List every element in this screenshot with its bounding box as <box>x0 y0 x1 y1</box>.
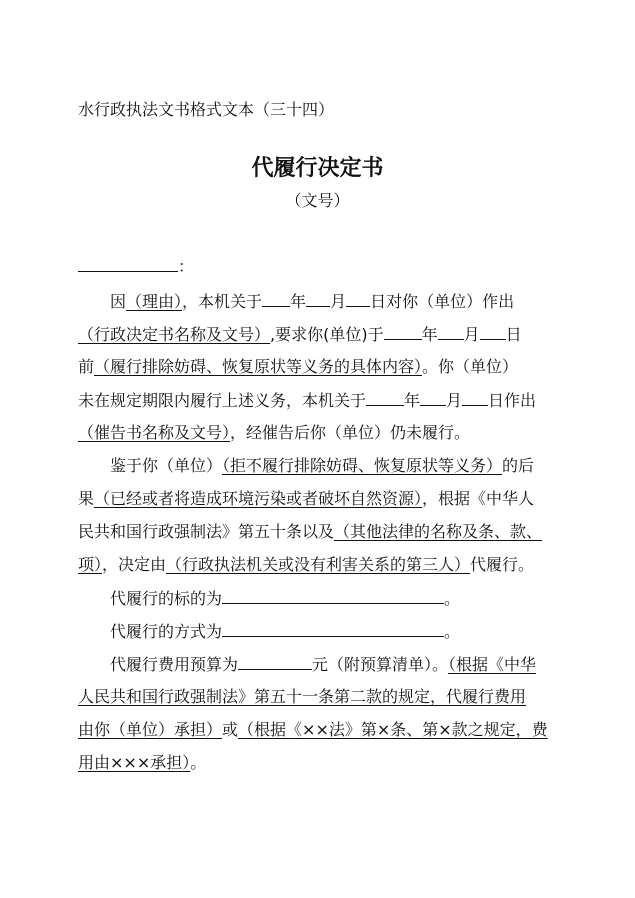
text: ,要求你(单位)于 <box>270 325 384 344</box>
obligation-content-field: （履行排除妨碍、恢复原状等义务的具体内容） <box>94 357 423 376</box>
year-blank <box>384 323 422 340</box>
text: 日作出 <box>488 391 537 410</box>
document-number: （文号） <box>285 191 350 210</box>
other-law-field-end: 项） <box>78 555 103 574</box>
month-blank <box>306 290 330 307</box>
day-blank <box>346 290 370 307</box>
text: 因 <box>110 292 127 311</box>
p1-line5 <box>78 422 470 444</box>
p1-line2 <box>78 323 522 346</box>
alt-cost-basis-field: （根据《××法》第×条、第×款之规定，费 <box>238 720 548 739</box>
p3-line <box>110 587 460 610</box>
p5-line4 <box>78 752 206 774</box>
addressee-blank <box>78 255 178 272</box>
month-blank <box>438 323 464 340</box>
consequence-field: （已经或者将造成环境污染或者破坏自然资源） <box>94 489 423 508</box>
text: 。 <box>444 622 461 641</box>
addressee-colon: ： <box>178 257 195 276</box>
p2-line3 <box>78 521 542 543</box>
text: 的后 <box>502 456 535 475</box>
notice-name-field: （催告书名称及文号） <box>78 423 231 442</box>
document-header: 水行政执法文书格式文本（三十四） <box>78 100 335 119</box>
p2-line2 <box>78 488 534 510</box>
text: ，经催告后你（单位）仍未履行。 <box>230 423 471 442</box>
month-blank <box>420 389 446 406</box>
text: ，决定由 <box>102 555 167 574</box>
p2-line1 <box>110 455 534 477</box>
p5-line1 <box>110 653 536 676</box>
decision-name-field: （行政决定书名称及文号） <box>78 325 271 344</box>
p5-line3 <box>78 719 548 741</box>
text: 果 <box>78 489 95 508</box>
text: 月 <box>463 325 480 344</box>
text: 日 <box>505 325 522 344</box>
cost-basis-field: （根据《中华 <box>448 655 537 674</box>
text: 代履行的标的为 <box>110 589 223 608</box>
object-blank <box>222 587 444 604</box>
budget-blank <box>238 653 312 670</box>
text: 。 <box>444 589 461 608</box>
cost-basis-field: 由你（单位）承担） <box>78 720 223 739</box>
year-blank <box>366 389 404 406</box>
reason-field: （理由） <box>126 292 183 311</box>
text: 代履行费用预算为 <box>110 655 239 674</box>
other-law-field: （其他法律的名称及条、款、 <box>334 522 543 541</box>
p1-line3 <box>78 356 518 378</box>
text: 代履行。 <box>470 555 535 574</box>
text: 民共和国行政强制法》第五十条以及 <box>78 522 335 541</box>
text: 日对你（单位）作出 <box>370 292 515 311</box>
text: 月 <box>330 292 347 311</box>
cost-basis-field: 人民共和国行政强制法》第五十一条第二款的规定，代履行费用 <box>78 687 527 706</box>
day-blank <box>462 389 488 406</box>
p5-line2 <box>78 686 526 708</box>
p4-line <box>110 620 460 643</box>
text: 代履行的方式为 <box>110 622 223 641</box>
executor-field: （行政执法机关或没有利害关系的第三人） <box>166 555 471 574</box>
text: 前 <box>78 357 95 376</box>
addressee-line <box>78 255 194 278</box>
text: 年 <box>404 391 421 410</box>
text: 月 <box>446 391 463 410</box>
alt-cost-basis-field: 用由×××承担） <box>78 753 191 772</box>
p1-line4 <box>78 389 536 412</box>
text: 或 <box>222 720 239 739</box>
text: 年 <box>421 325 438 344</box>
text: ，根据《中华人 <box>422 489 535 508</box>
p2-line4 <box>78 554 534 576</box>
text: 鉴于你（单位） <box>110 456 223 475</box>
year-blank <box>262 290 290 307</box>
p1-line1 <box>110 290 514 313</box>
text: ，本机关于 <box>182 292 263 311</box>
text: 元（附预算清单）。 <box>312 655 449 674</box>
text: 。 <box>190 753 207 772</box>
text: 年 <box>290 292 307 311</box>
document-title: 代履行决定书 <box>251 156 384 181</box>
method-blank <box>222 620 444 637</box>
day-blank <box>480 323 506 340</box>
text: 。你（单位） <box>422 357 519 376</box>
text: 未在规定期限内履行上述义务，本机关于 <box>78 391 367 410</box>
refusal-field: （拒不履行排除妨碍、恢复原状等义务） <box>222 456 503 475</box>
